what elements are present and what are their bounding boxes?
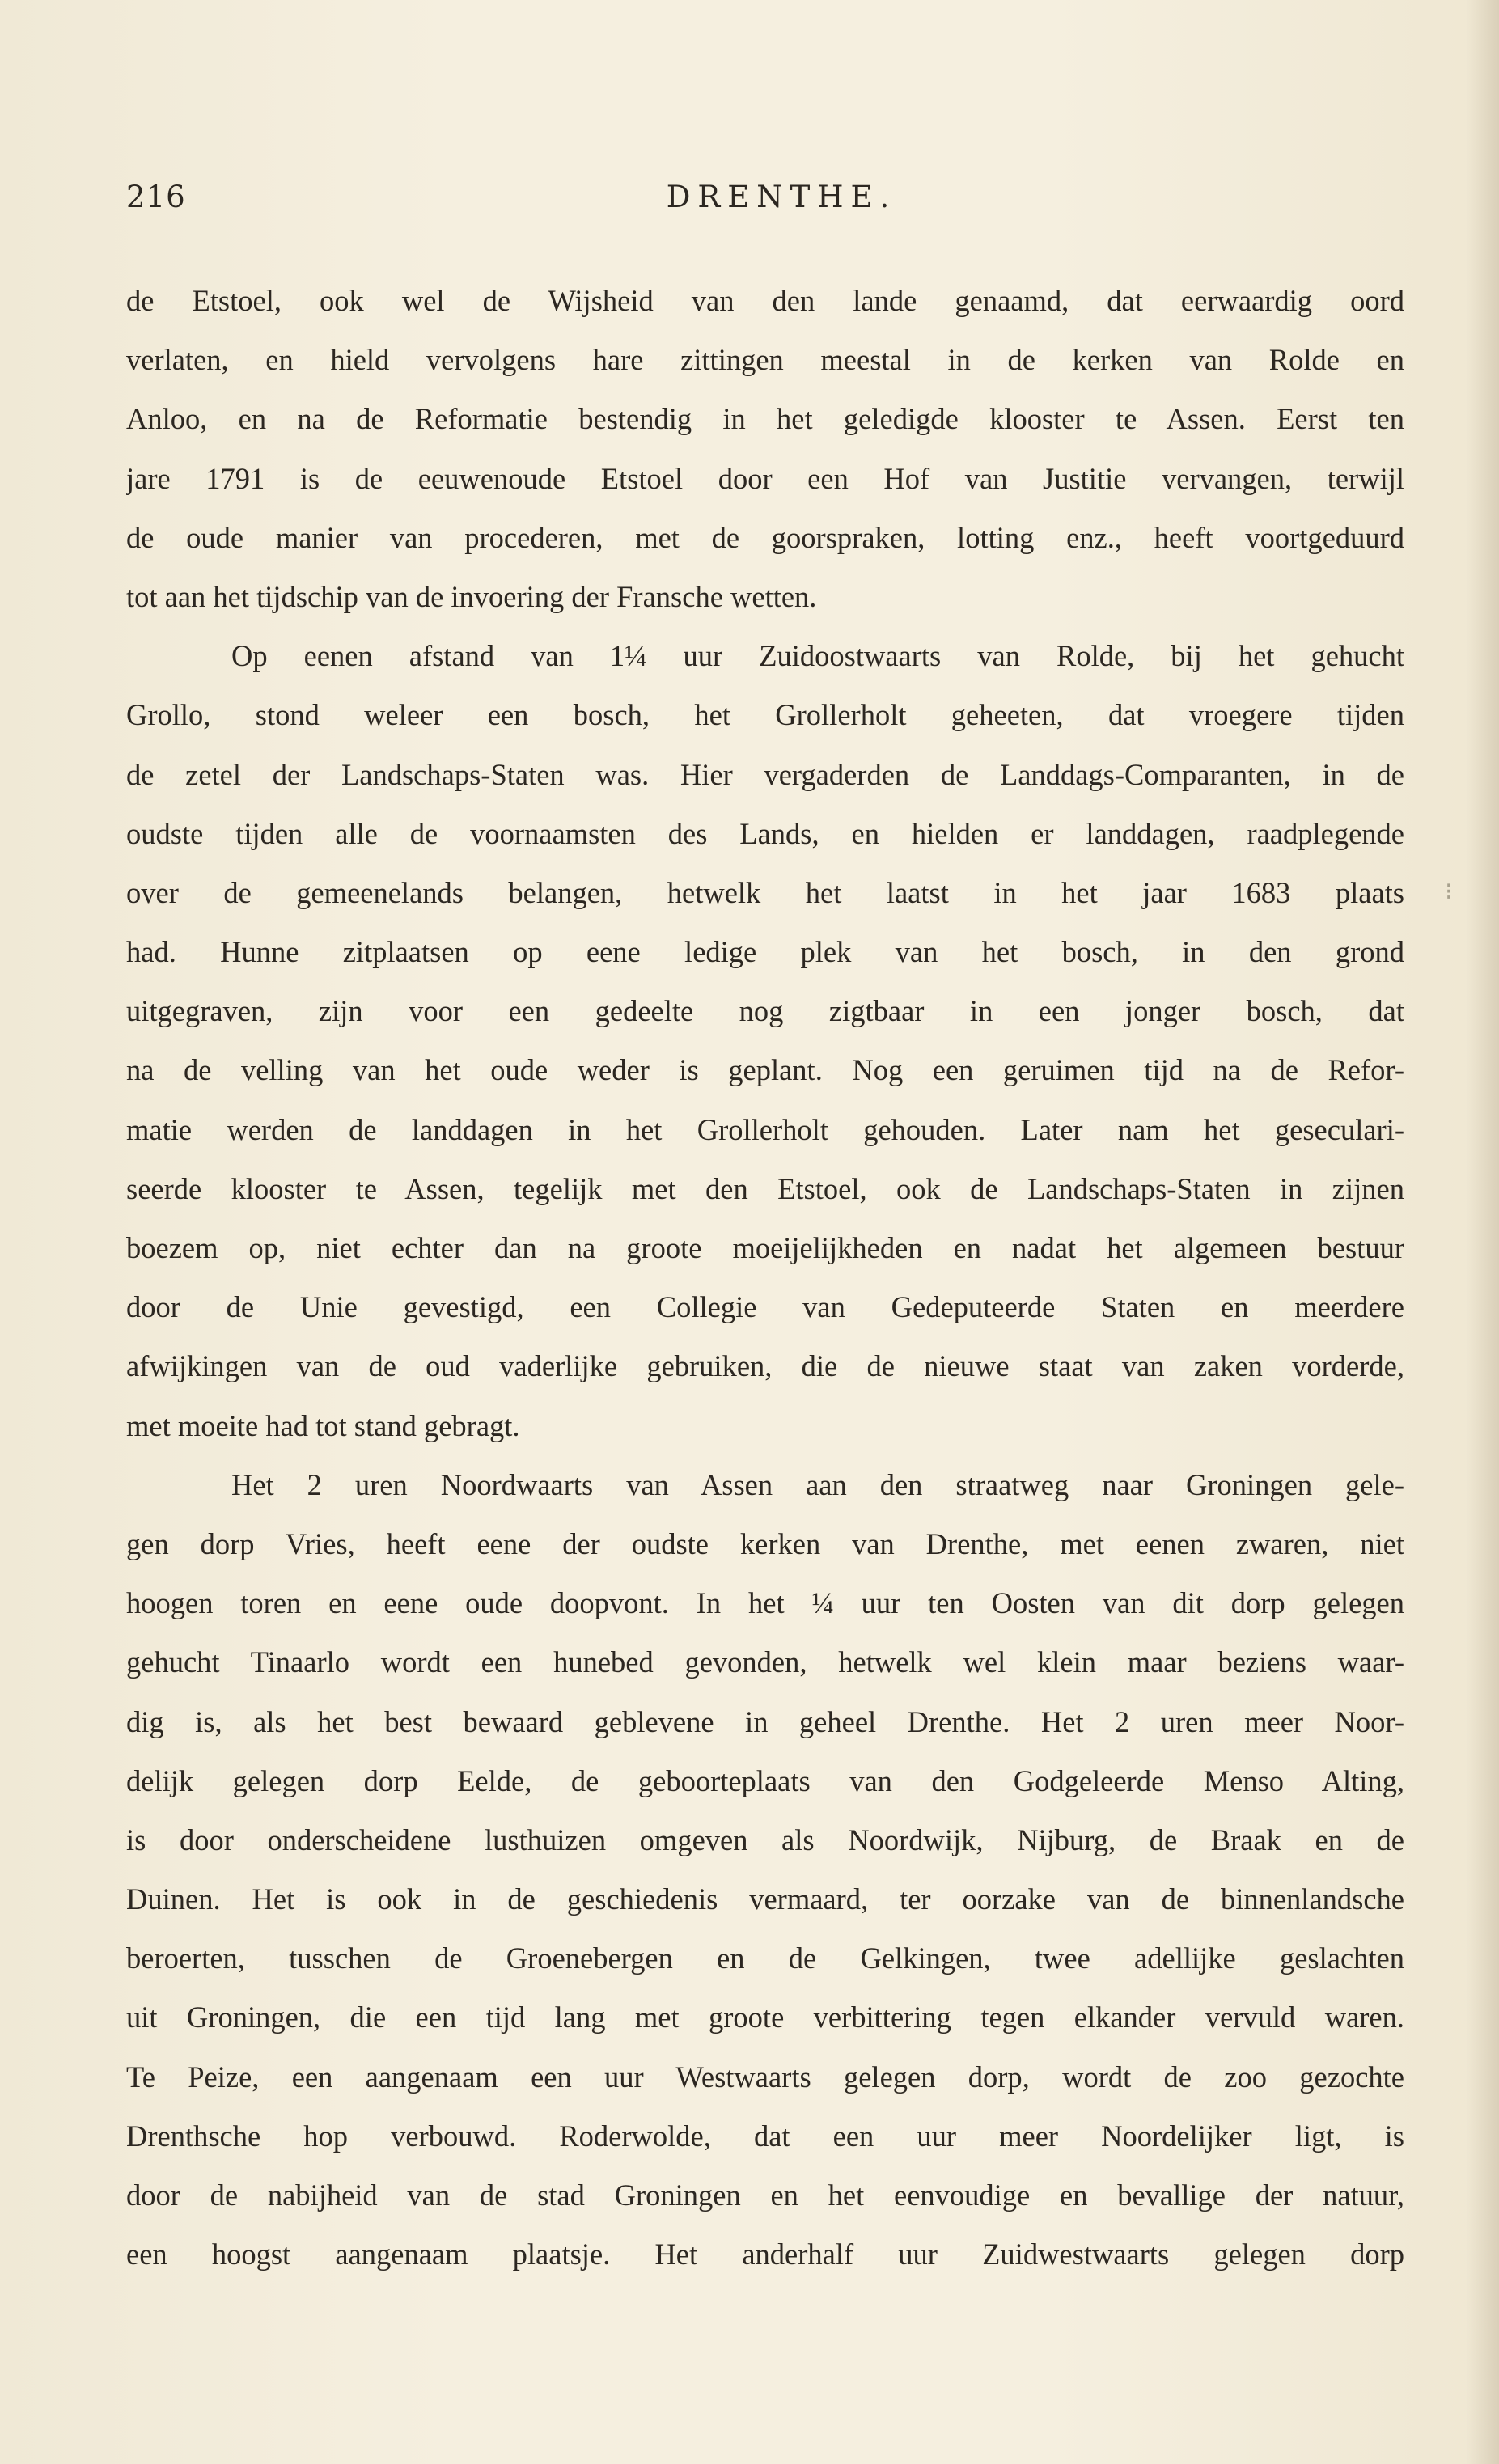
text-line: delijk gelegen dorp Eelde, de geboorteplaats van den Godgeleerde Menso Alting,: [126, 1763, 1404, 1797]
text-line: door de Unie gevestigd, een Collegie van Gedeputeerde Staten en meerdere: [126, 1290, 1404, 1324]
text-line: Drenthsche hop verbouwd. Roderwolde, dat een uur meer Noordelijker ligt, is: [126, 2119, 1404, 2153]
text-line: oudste tijden alle de voornaamsten des Lands, en hielden er landdagen, raadplegende: [126, 816, 1404, 850]
text-line: Duinen. Het is ook in de geschiedenis vermaard, ter oorzake van de binnenlandsche: [126, 1882, 1404, 1916]
text-line: dig is, als het best bewaard geblevene in geheel Drenthe. Het 2 uren meer Noor-: [126, 1704, 1404, 1738]
text-line: is door onderscheidene lusthuizen omgeven als Noordwijk, Nijburg, de Braak en de: [126, 1823, 1404, 1856]
text-line: gehucht Tinaarlo wordt een hunebed gevonden, hetwelk wel klein maar beziens waar-: [126, 1645, 1404, 1679]
text-line: Anloo, en na de Reformatie bestendig in het geledigde klooster te Assen. Eerst ten: [126, 402, 1404, 436]
text-line: door de nabijheid van de stad Groningen en het eenvoudige en bevallige der natuur,: [126, 2178, 1404, 2212]
text-line: hoogen toren en eene oude doopvont. In het ¼ uur ten Oosten van dit dorp gelegen: [126, 1586, 1404, 1620]
page-number: 216: [126, 180, 186, 214]
text-line: verlaten, en hield vervolgens hare zittingen meestal in de kerken van Rolde en: [126, 343, 1404, 377]
text-line: de zetel der Landschaps-Staten was. Hier vergaderden de Landdags-Comparanten, in de: [126, 757, 1404, 791]
text-line: Te Peize, een aangenaam een uur Westwaarts gelegen dorp, wordt de zoo gezochte: [126, 2060, 1404, 2094]
text-line: Op eenen afstand van 1¼ uur Zuidoostwaarts van Rolde, bij het gehucht: [231, 639, 1404, 673]
text-line: uit Groningen, die een tijd lang met groote verbittering tegen elkander vervuld waren.: [126, 2000, 1404, 2034]
text-line: jare 1791 is de eeuwenoude Etstoel door een Hof van Justitie vervangen, terwijl: [126, 461, 1404, 495]
page-header: [126, 180, 1404, 225]
text-line: boezem op, niet echter dan na groote moeijelijkheden en nadat het algemeen bestuur: [126, 1231, 1404, 1264]
text-line: tot aan het tijdschip van de invoering der Fransche wetten.: [126, 579, 817, 613]
text-line: een hoogst aangenaam plaatsje. Het anderhalf uur Zuidwestwaarts gelegen dorp: [126, 2237, 1404, 2271]
text-line: beroerten, tusschen de Groenebergen en de Gelkingen, twee adellijke geslachten: [126, 1941, 1404, 1975]
page-edge-shadow: [1467, 0, 1499, 2464]
body-text: [126, 271, 1404, 2284]
text-line: Het 2 uren Noordwaarts van Assen aan den straatweg naar Groningen gele-: [231, 1467, 1404, 1501]
text-line: na de velling van het oude weder is geplant. Nog een geruimen tijd na de Refor-: [126, 1053, 1404, 1087]
text-line: Grollo, stond weleer een bosch, het Grollerholt geheeten, dat vroegere tijden: [126, 698, 1404, 732]
margin-mark: ⁝: [1445, 878, 1453, 906]
text-line: over de gemeenelands belangen, hetwelk het laatst in het jaar 1683 plaats: [126, 875, 1404, 909]
text-line: had. Hunne zitplaatsen op eene ledige plek van het bosch, in den grond: [126, 935, 1404, 969]
text-line: met moeite had tot stand gebragt.: [126, 1408, 520, 1442]
text-line: afwijkingen van de oud vaderlijke gebruiken, die de nieuwe staat van zaken vorderde,: [126, 1349, 1404, 1383]
text-line: matie werden de landdagen in het Grollerholt gehouden. Later nam het geseculari-: [126, 1112, 1404, 1146]
running-head: DRENTHE.: [666, 180, 897, 214]
text-line: de oude manier van procederen, met de goorspraken, lotting enz., heeft voortgeduurd: [126, 520, 1404, 554]
text-line: seerde klooster te Assen, tegelijk met den Etstoel, ook de Landschaps-Staten in zijnen: [126, 1171, 1404, 1205]
text-line: uitgegraven, zijn voor een gedeelte nog zigtbaar in een jonger bosch, dat: [126, 994, 1404, 1028]
text-line: gen dorp Vries, heeft eene der oudste kerken van Drenthe, met eenen zwaren, niet: [126, 1526, 1404, 1560]
text-line: de Etstoel, ook wel de Wijsheid van den lande genaamd, dat eerwaardig oord: [126, 284, 1404, 317]
